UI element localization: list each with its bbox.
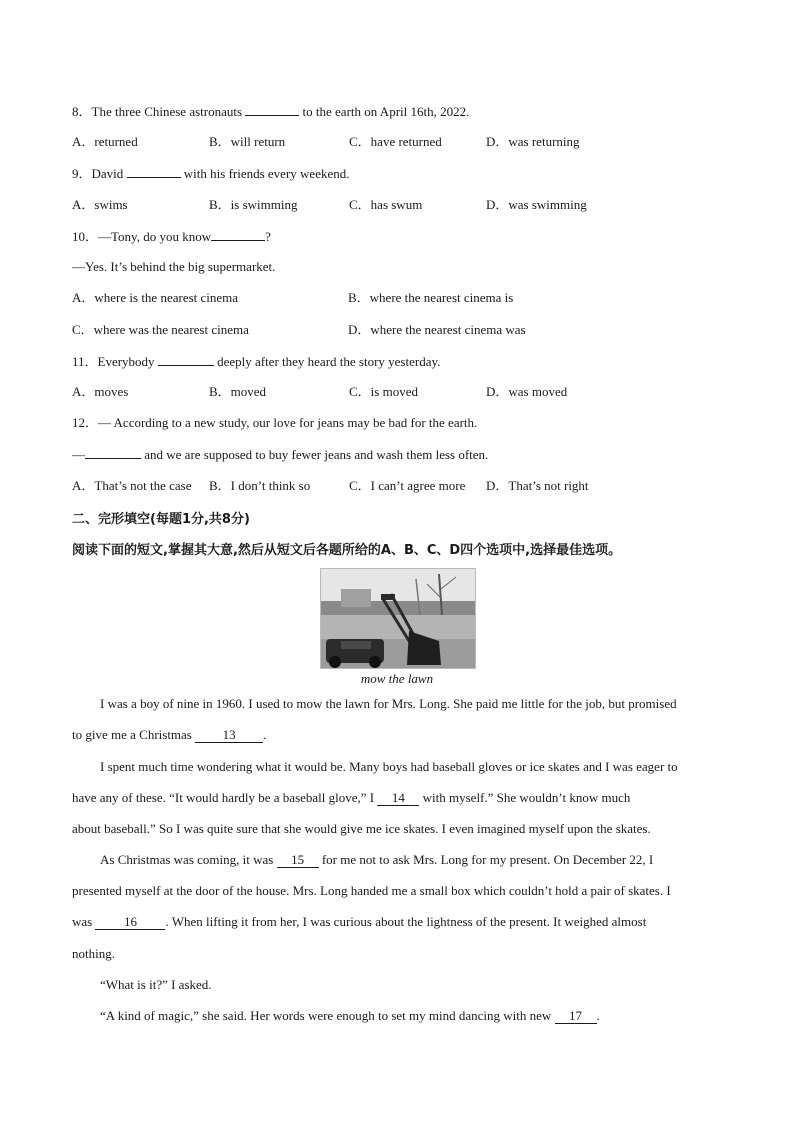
passage-line: “What is it?” I asked. — [100, 977, 212, 992]
question-12-reply: — and we are supposed to buy fewer jeans and wash them less often. — [72, 447, 489, 462]
question-10-stem: 10．—Tony, do you know ? — [72, 229, 271, 244]
q12-option-d: D．That’s not right — [486, 478, 589, 493]
q8-option-a: A．returned — [72, 134, 138, 149]
question-12-stem: 12．— According to a new study, our love for jeans may be bad for the earth. — [72, 415, 478, 430]
answer-blank — [85, 446, 141, 459]
passage-line: presented myself at the door of the house. Mrs. Long handed me a small box which couldn’t hold a pair of skates. I — [72, 883, 671, 898]
cloze-blank-14: 14 — [377, 791, 419, 806]
q12-option-c: C．I can’t agree more — [349, 478, 466, 493]
q8-option-d: D．was returning — [486, 134, 580, 149]
passage-line: “A kind of magic,” she said. Her words were enough to set my mind dancing with new 17 . — [100, 1008, 600, 1023]
q12-option-a: A．That’s not the case — [72, 478, 192, 493]
passage-line: have any of these. “It would hardly be a baseball glove,” I 14 with myself.” She wouldn’t know much — [72, 790, 631, 805]
q11-option-d: D．was moved — [486, 384, 568, 399]
question-11-stem: 11．Everybody deeply after they heard the story yesterday. — [72, 354, 441, 369]
q9-option-b: B．is swimming — [209, 197, 298, 212]
q11-option-c: C．is moved — [349, 384, 418, 399]
q8-option-b: B．will return — [209, 134, 286, 149]
q10-option-b: B．where the nearest cinema is — [348, 290, 514, 305]
q9-option-d: D．was swimming — [486, 197, 587, 212]
cloze-blank-15: 15 — [277, 853, 319, 868]
answer-blank — [158, 353, 214, 366]
figure-caption: mow the lawn — [360, 671, 434, 686]
q11-option-a: A．moves — [72, 384, 129, 399]
q12-option-b: B．I don’t think so — [209, 478, 311, 493]
q11-option-b: B．moved — [209, 384, 267, 399]
q8-option-c: C．have returned — [349, 134, 442, 149]
answer-blank — [127, 165, 181, 178]
passage-line: to give me a Christmas 13 . — [72, 727, 267, 742]
section-instruction: 阅读下面的短文,掌握其大意,然后从短文后各题所给的A、B、C、D四个选项中,选择最佳选项。 — [72, 543, 622, 558]
cloze-blank-16: 16 — [95, 915, 165, 930]
question-8-stem: 8．The three Chinese astronauts to the earth on April 16th, 2022. — [72, 104, 470, 119]
passage-line: nothing. — [72, 946, 115, 961]
lawn-mower-photo — [320, 568, 476, 669]
q9-option-a: A．swims — [72, 197, 128, 212]
question-10-reply: —Yes. It’s behind the big supermarket. — [72, 259, 276, 274]
passage-line: As Christmas was coming, it was 15 for me not to ask Mrs. Long for my present. On December 22, I — [100, 852, 654, 867]
passage-line: about baseball.” So I was quite sure that she would give me ice skates. I even imagined myself upon the skates. — [72, 821, 651, 836]
answer-blank — [245, 103, 299, 116]
passage-line: I was a boy of nine in 1960. I used to mow the lawn for Mrs. Long. She paid me little for the job, but promised — [100, 696, 677, 711]
passage-line: I spent much time wondering what it would be. Many boys had baseball gloves or ice skates and I was eager to — [100, 759, 678, 774]
q9-option-c: C．has swum — [349, 197, 423, 212]
question-9-stem: 9．David with his friends every weekend. — [72, 166, 350, 181]
q10-option-a: A．where is the nearest cinema — [72, 290, 239, 305]
answer-blank — [211, 228, 265, 241]
passage-line: was 16 . When lifting it from her, I was curious about the lightness of the present. It weighed almost — [72, 914, 647, 929]
section-title: 二、完形填空(每题1分,共8分) — [72, 512, 250, 527]
q10-option-c: C．where was the nearest cinema — [72, 322, 249, 337]
cloze-blank-17: 17 — [555, 1009, 597, 1024]
cloze-blank-13: 13 — [195, 728, 263, 743]
q10-option-d: D．where the nearest cinema was — [348, 322, 526, 337]
